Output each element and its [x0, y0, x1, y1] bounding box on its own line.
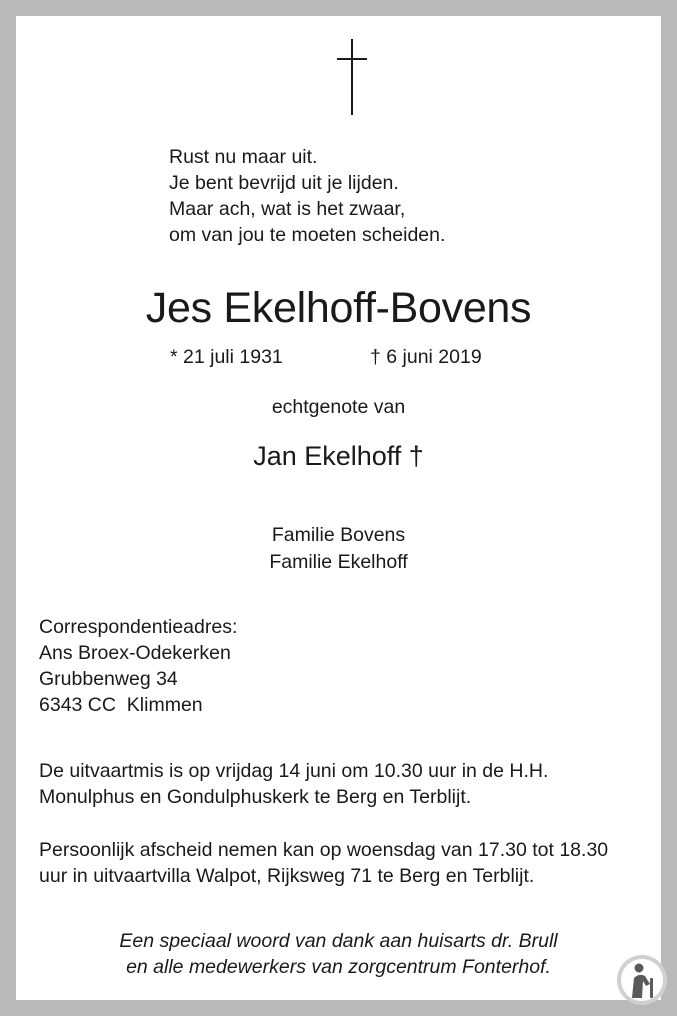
- cross-icon: [337, 39, 367, 115]
- address-label: Correspondentieadres:: [39, 616, 238, 638]
- spouse-name: Jan Ekelhoff †: [253, 441, 424, 471]
- poem: [169, 144, 445, 248]
- family-line: Familie Bovens: [271, 524, 406, 546]
- address-city: 6343 CC Klimmen: [39, 694, 203, 716]
- thanks-line: Een speciaal woord van dank aan huisarts dr. Brull: [119, 930, 558, 952]
- deceased-name: Jes Ekelhoff-Bovens: [145, 284, 532, 332]
- memorial-logo-icon: [616, 954, 668, 1006]
- address-name: Ans Broex-Odekerken: [39, 642, 231, 664]
- poem-line: Maar ach, wat is het zwaar,: [169, 198, 406, 220]
- obituary-card: [16, 16, 661, 1000]
- family-list: [16, 522, 661, 576]
- birth-date: * 21 juli 1931: [170, 346, 283, 368]
- spouse-label: echtgenote van: [271, 396, 406, 418]
- thanks-line: en alle medewerkers van zorgcentrum Fonterhof.: [126, 956, 551, 978]
- death-date: † 6 juni 2019: [370, 346, 482, 368]
- farewell-info: Persoonlijk afscheid nemen kan op woensdag van 17.30 tot 18.30 uur in uitvaartvilla Walpot, Rijksweg 71 te Berg en Terblijt.: [39, 839, 609, 887]
- correspondence-address: [39, 614, 237, 718]
- poem-line: Je bent bevrijd uit je lijden.: [169, 172, 399, 194]
- family-line: Familie Ekelhoff: [269, 551, 408, 573]
- poem-line: Rust nu maar uit.: [169, 146, 318, 168]
- thanks-message: [16, 928, 661, 980]
- address-street: Grubbenweg 34: [39, 668, 178, 690]
- funeral-info: De uitvaartmis is op vrijdag 14 juni om 10.30 uur in de H.H. Monulphus en Gondulphuskerk te Berg en Terblijt.: [39, 760, 549, 808]
- poem-line: om van jou te moeten scheiden.: [169, 224, 446, 246]
